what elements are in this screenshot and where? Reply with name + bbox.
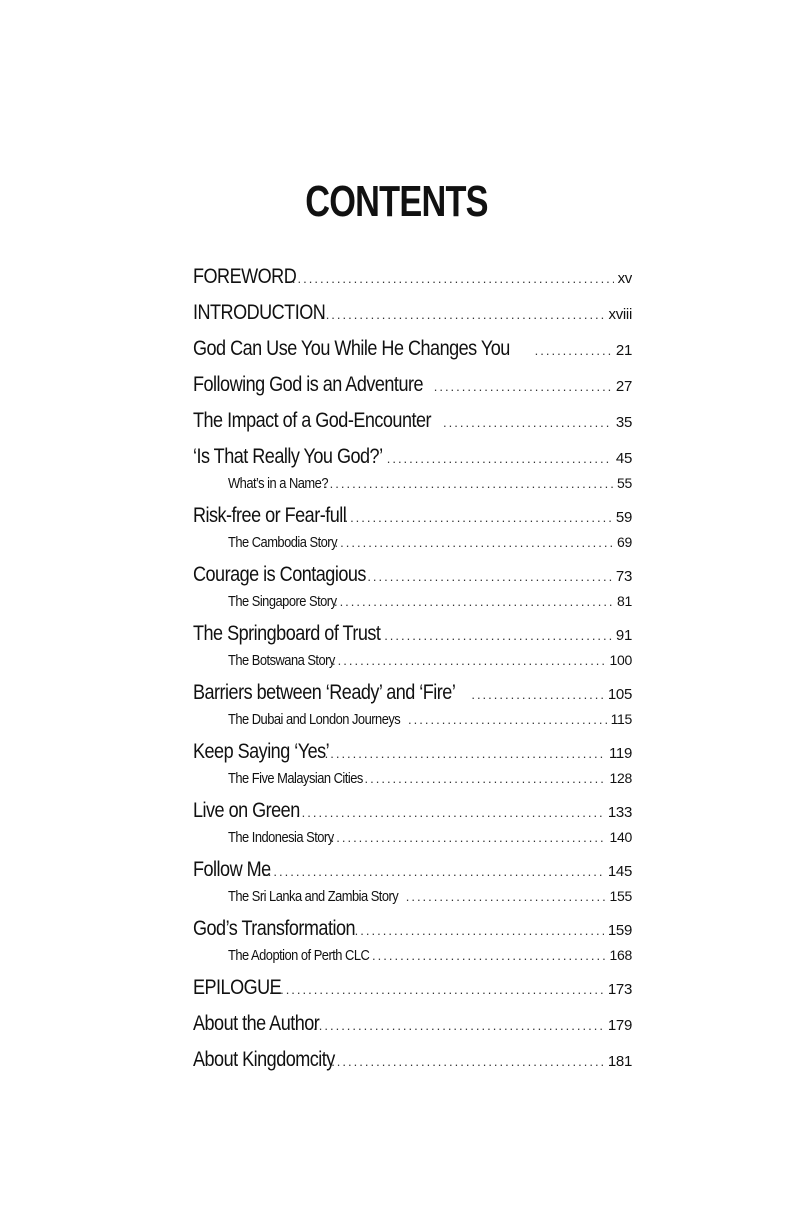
- toc-page-number: 81: [617, 593, 632, 609]
- toc-page-number: 155: [609, 888, 632, 904]
- dot-leader: [335, 532, 613, 554]
- toc-entry-title: The Sri Lanka and Zambia Story: [228, 888, 399, 905]
- dot-leader: [313, 1011, 604, 1041]
- toc-subentry[interactable]: [193, 826, 632, 855]
- toc-entry-title: The Cambodia Story: [228, 534, 338, 551]
- toc-subentry[interactable]: [193, 944, 632, 973]
- toc-page-number: 168: [609, 947, 632, 963]
- toc-entry-title: The Springboard of Trust: [193, 622, 381, 645]
- toc-entry-title: Barriers between ‘Ready’ and ‘Fire’: [193, 681, 456, 704]
- toc-subentry[interactable]: [193, 767, 632, 796]
- toc-entry-title: God’s Transformation: [193, 917, 356, 940]
- toc-page-number: 140: [609, 829, 632, 845]
- toc-entry-title: INTRODUCTION: [193, 301, 326, 324]
- toc-subentry[interactable]: [193, 590, 632, 619]
- toc-page-number: 128: [609, 770, 632, 786]
- dot-leader: [324, 473, 613, 495]
- toc-entry-title: What’s in a Name?: [228, 475, 328, 492]
- dot-leader: [257, 857, 604, 887]
- toc-entry-title: Risk-free or Fear-full: [193, 504, 347, 527]
- toc-entry-title: The Singapore Story: [228, 593, 337, 610]
- toc-subentry[interactable]: [193, 531, 632, 560]
- toc-page-number: 21: [615, 342, 632, 359]
- dot-leader: [372, 945, 605, 967]
- toc-page-number: 119: [608, 745, 632, 762]
- toc-page-number: xviii: [608, 306, 632, 323]
- toc-subentry[interactable]: [193, 885, 632, 914]
- page-title: CONTENTS: [305, 177, 488, 226]
- toc-entry[interactable]: [193, 262, 632, 298]
- toc-entry-title: Keep Saying ‘Yes’: [193, 740, 330, 763]
- dot-leader: [384, 621, 612, 651]
- dot-leader: [320, 300, 604, 330]
- toc-entry-title: FOREWORD: [193, 265, 297, 288]
- toc-entry-title: The Adoption of Perth CLC: [228, 947, 370, 964]
- toc-page-number: 100: [609, 652, 632, 668]
- toc-entry-title: Courage is Contagious: [193, 563, 366, 586]
- toc-entry[interactable]: [193, 1009, 632, 1045]
- toc-page-number: 159: [607, 922, 632, 939]
- toc-page-number: 91: [615, 627, 632, 644]
- toc-entry-title: The Botswana Story: [228, 652, 335, 669]
- dot-leader: [535, 336, 612, 366]
- toc-entry-title: The Impact of a God-Encounter: [193, 409, 432, 432]
- toc-entry-title: About the Author: [193, 1012, 320, 1035]
- toc-page-number: 69: [617, 534, 632, 550]
- dot-leader: [331, 1047, 604, 1077]
- toc-entry-title: The Five Malaysian Cities: [228, 770, 363, 787]
- toc-page-number: 105: [607, 686, 632, 703]
- toc-page-number: 115: [610, 711, 632, 727]
- dot-leader: [290, 798, 603, 828]
- toc-entry[interactable]: [193, 1045, 632, 1081]
- toc-page-number: 145: [607, 863, 632, 880]
- dot-leader: [406, 886, 606, 908]
- toc-page-number: 133: [607, 804, 632, 821]
- dot-leader: [331, 827, 606, 849]
- toc-entry[interactable]: [193, 973, 632, 1009]
- toc-page-number: 55: [617, 475, 632, 491]
- toc-subentry[interactable]: [193, 708, 632, 737]
- dot-leader: [471, 680, 604, 710]
- toc-page-number: 35: [615, 414, 632, 431]
- dot-leader: [443, 408, 612, 438]
- toc-entry[interactable]: [193, 370, 632, 406]
- dot-leader: [408, 709, 607, 731]
- toc-entry-title: The Dubai and London Journeys: [228, 711, 401, 728]
- dot-leader: [365, 768, 606, 790]
- toc-subentry[interactable]: [193, 472, 632, 501]
- dot-leader: [325, 739, 605, 769]
- dot-leader: [269, 975, 604, 1005]
- toc-entry-title: EPILOGUE: [193, 976, 282, 999]
- toc-page-number: 59: [615, 509, 632, 526]
- toc-entry[interactable]: [193, 298, 632, 334]
- dot-leader: [332, 650, 605, 672]
- dot-leader: [286, 264, 613, 294]
- toc-page-number: 173: [607, 981, 632, 998]
- dot-leader: [355, 916, 604, 946]
- toc-entry-title: The Indonesia Story: [228, 829, 334, 846]
- toc-page-number: xv: [617, 270, 632, 287]
- toc-subentry[interactable]: [193, 649, 632, 678]
- toc-entry-title: ‘Is That Really You God?’: [193, 445, 383, 468]
- dot-leader: [387, 444, 612, 474]
- toc-entry-title: Live on Green: [193, 799, 300, 822]
- table-of-contents: [193, 262, 632, 1081]
- toc-entry-title: Following God is an Adventure: [193, 373, 423, 396]
- dot-leader: [367, 562, 612, 592]
- toc-entry[interactable]: [193, 406, 632, 442]
- toc-page-number: 179: [607, 1017, 632, 1034]
- toc-entry[interactable]: [193, 334, 632, 370]
- toc-entry-title: About Kingdomcity: [193, 1048, 335, 1071]
- dot-leader: [344, 503, 611, 533]
- toc-page-number: 45: [615, 450, 632, 467]
- dot-leader: [334, 591, 613, 613]
- toc-entry-title: God Can Use You While He Changes You: [193, 337, 510, 360]
- toc-page-number: 27: [615, 378, 632, 395]
- dot-leader: [434, 372, 612, 402]
- toc-entry-title: Follow Me: [193, 858, 271, 881]
- toc-page-number: 73: [615, 568, 632, 585]
- toc-page-number: 181: [607, 1053, 632, 1070]
